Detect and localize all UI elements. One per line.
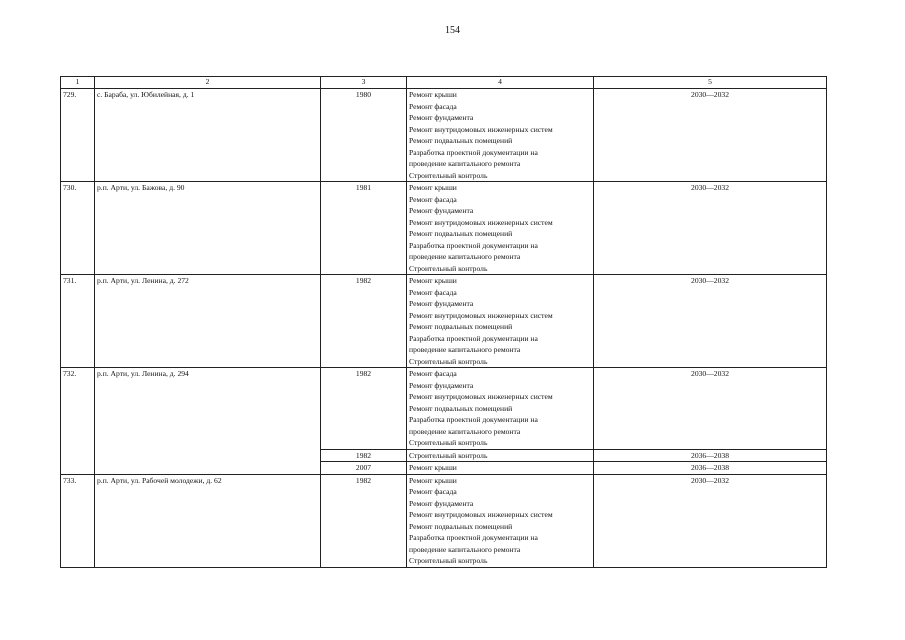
- work-item: Ремонт внутридомовых инженерных систем: [409, 510, 553, 519]
- row-number-cell: 729.: [61, 89, 95, 182]
- year-cell: 1982: [321, 275, 407, 368]
- column-number: 5: [594, 77, 827, 89]
- works-cell: [407, 368, 594, 450]
- works-cell: [407, 462, 594, 475]
- work-item: Ремонт подвальных помещений: [409, 403, 513, 413]
- year-cell: 1981: [321, 182, 407, 275]
- period-cell: 2036—2038: [594, 449, 827, 462]
- work-item: Ремонт фундамента: [409, 498, 474, 508]
- work-item: Ремонт фасада: [409, 287, 457, 297]
- work-item: Ремонт фундамента: [409, 380, 474, 390]
- work-item: Ремонт фасада: [409, 194, 457, 204]
- capital-repair-table: [60, 76, 827, 568]
- row-number-cell: 732.: [61, 368, 95, 475]
- table-row: [61, 474, 827, 567]
- work-item: проведение капитального ремонта: [409, 544, 521, 554]
- table-row: [61, 275, 827, 368]
- address-cell: с. Бараба, ул. Юбилейная, д. 1: [95, 89, 321, 182]
- work-item: Разработка проектной документации на: [409, 533, 538, 542]
- work-item: Ремонт внутридомовых инженерных систем: [409, 392, 553, 401]
- work-item: Разработка проектной документации на: [409, 333, 538, 343]
- work-item: проведение капитального ремонта: [409, 345, 521, 354]
- work-item: Разработка проектной документации на: [409, 147, 538, 157]
- year-cell: 1982: [321, 368, 407, 450]
- work-item: Ремонт крыши: [409, 183, 457, 192]
- year-cell: 1980: [321, 89, 407, 182]
- address-cell: р.п. Арти, ул. Ленина, д. 294: [95, 368, 321, 475]
- work-item: Ремонт фасада: [409, 487, 457, 496]
- work-item: Строительный контроль: [409, 556, 488, 565]
- table-row: [61, 182, 827, 275]
- period-cell: 2030—2032: [594, 474, 827, 567]
- year-cell: 1982: [321, 474, 407, 567]
- works-cell: [407, 182, 594, 275]
- page-number: 154: [445, 25, 460, 36]
- address-cell: р.п. Арти, ул. Ленина, д. 272: [95, 275, 321, 368]
- period-cell: 2030—2032: [594, 368, 827, 450]
- work-item: Ремонт подвальных помещений: [409, 322, 513, 331]
- work-item: Ремонт подвальных помещений: [409, 521, 513, 531]
- work-item: Ремонт фасада: [409, 101, 457, 111]
- work-item: Разработка проектной документации на: [409, 240, 538, 250]
- works-cell: [407, 275, 594, 368]
- work-item: Ремонт фасада: [409, 369, 457, 378]
- column-number-row: [61, 77, 827, 89]
- work-item: Ремонт внутридомовых инженерных систем: [409, 217, 553, 227]
- row-number-cell: 731.: [61, 275, 95, 368]
- works-cell: [407, 449, 594, 462]
- work-item: Ремонт внутридомовых инженерных систем: [409, 124, 553, 134]
- work-item: проведение капитального ремонта: [409, 159, 521, 168]
- column-number: 4: [407, 77, 594, 89]
- column-number: 2: [95, 77, 321, 89]
- work-item: Ремонт подвальных помещений: [409, 136, 513, 145]
- row-number-cell: 730.: [61, 182, 95, 275]
- row-number-cell: 733.: [61, 474, 95, 567]
- work-item: Ремонт фундамента: [409, 113, 474, 122]
- period-cell: 2030—2032: [594, 275, 827, 368]
- year-cell: 2007: [321, 462, 407, 475]
- work-item: Строительный контроль: [409, 450, 488, 460]
- column-number: 1: [61, 77, 95, 89]
- work-item: Строительный контроль: [409, 170, 488, 180]
- work-item: Ремонт крыши: [409, 475, 457, 485]
- year-cell: 1982: [321, 449, 407, 462]
- table-row: [61, 89, 827, 182]
- period-cell: 2036—2038: [594, 462, 827, 475]
- table-row: [61, 368, 827, 450]
- address-cell: р.п. Арти, ул. Рабочей молодежи, д. 62: [95, 474, 321, 567]
- work-item: Строительный контроль: [409, 438, 488, 447]
- work-item: Ремонт внутридомовых инженерных систем: [409, 310, 553, 320]
- table-body: [61, 89, 827, 568]
- works-cell: [407, 89, 594, 182]
- work-item: Ремонт крыши: [409, 463, 457, 472]
- column-number: 3: [321, 77, 407, 89]
- work-item: Ремонт крыши: [409, 90, 457, 99]
- address-cell: р.п. Арти, ул. Бажова, д. 90: [95, 182, 321, 275]
- period-cell: 2030—2032: [594, 182, 827, 275]
- period-cell: 2030—2032: [594, 89, 827, 182]
- works-cell: [407, 474, 594, 567]
- work-item: Разработка проектной документации на: [409, 415, 538, 424]
- work-item: Строительный контроль: [409, 263, 488, 273]
- work-item: Ремонт крыши: [409, 276, 457, 285]
- work-item: проведение капитального ремонта: [409, 252, 521, 261]
- work-item: Строительный контроль: [409, 356, 488, 366]
- work-item: Ремонт подвальных помещений: [409, 229, 513, 238]
- work-item: проведение капитального ремонта: [409, 426, 521, 436]
- work-item: Ремонт фундамента: [409, 206, 474, 215]
- work-item: Ремонт фундамента: [409, 299, 474, 308]
